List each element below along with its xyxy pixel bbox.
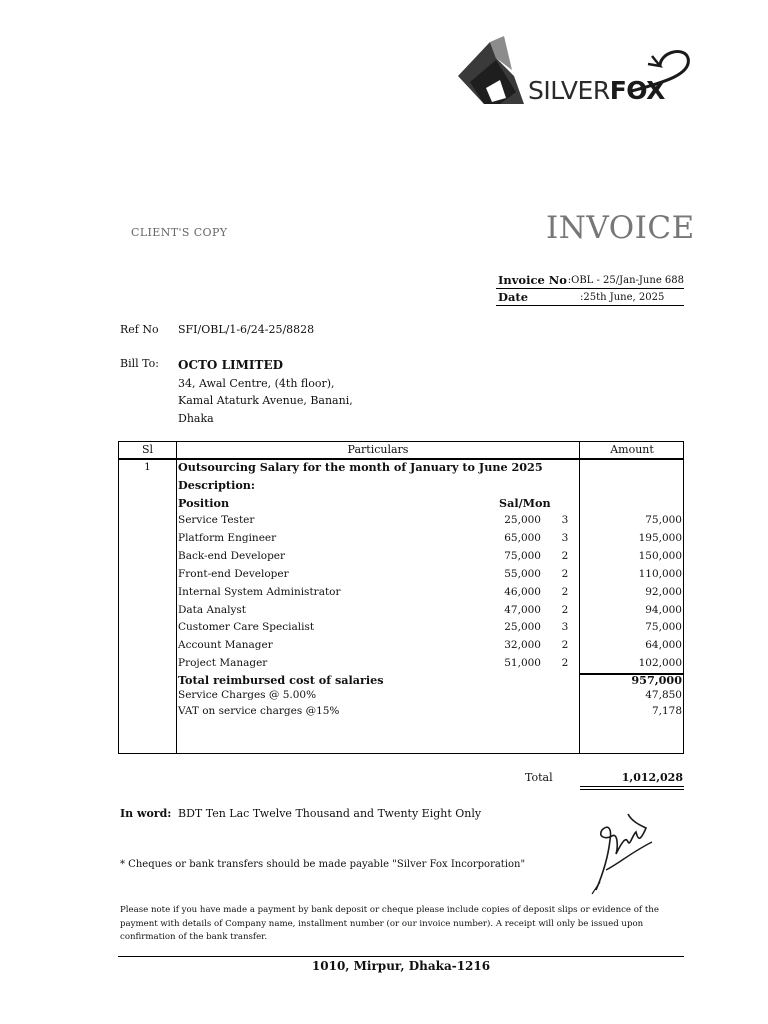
grand-total-value: 1,012,028 [621, 771, 683, 784]
invoice-date-row [496, 289, 684, 306]
payment-instructions: Please note if you have made a payment by bank deposit or cheque please include copies of deposit slips or evidence of the payment with details of Company name, installment number (or our invoice number). A receipt will only be issued upon confirmation of the bank transfer. [120, 905, 659, 942]
item-position: Internal System Administrator [178, 585, 341, 598]
footer-address: 1010, Mirpur, Dhaka-1216 [311, 959, 491, 973]
item-amount: 75,000 [645, 514, 682, 526]
item-amount: 64,000 [645, 639, 682, 652]
item-amount: 195,000 [638, 531, 682, 544]
salary-per-month-label: Sal/Mon [499, 496, 551, 510]
item-amount: 150,000 [638, 549, 682, 562]
item-position: Platform Engineer [178, 531, 277, 544]
item-quantity: 3 [561, 621, 569, 634]
item-salary: 55,000 [504, 567, 541, 580]
footer-divider [118, 956, 684, 957]
invoice-table [118, 441, 684, 754]
item-position: Service Tester [178, 514, 255, 526]
in-word-value: BDT Ten Lac Twelve Thousand and Twenty Eight Only [178, 807, 482, 820]
item-quantity: 2 [561, 603, 569, 616]
header-sl: Sl [141, 443, 154, 456]
position-column-label: Position [178, 496, 230, 510]
reference-number [120, 323, 314, 336]
vat-label: VAT on service charges @15% [178, 705, 340, 717]
vat-value: 7,178 [651, 705, 682, 717]
clients-copy-label: CLIENT'S COPY [131, 226, 228, 239]
bill-to [120, 357, 353, 427]
row-serial: 1 [144, 461, 151, 473]
item-quantity: 2 [561, 585, 569, 598]
logo-wordmark: SILVERFOX [528, 76, 665, 105]
client-address-line: Kamal Ataturk Avenue, Banani, [178, 394, 353, 407]
item-salary: 51,000 [504, 657, 541, 670]
service-charges-value: 47,850 [645, 689, 682, 701]
total-underline [580, 786, 684, 787]
invoice-meta [496, 272, 684, 306]
item-position: Account Manager [178, 639, 273, 652]
item-salary: 46,000 [504, 585, 541, 598]
item-amount: 75,000 [645, 621, 682, 634]
item-position: Front-end Developer [178, 567, 289, 580]
in-word-label: In word: [120, 807, 172, 820]
item-quantity: 3 [561, 531, 569, 544]
item-position: Back-end Developer [178, 549, 286, 562]
description-label: Description: [178, 478, 256, 492]
handwritten-signature [588, 806, 658, 896]
header-particulars: Particulars [347, 443, 409, 456]
item-quantity: 2 [561, 657, 569, 670]
invoice-number-label: Invoice No [498, 273, 567, 287]
bill-to-label: Bill To: [120, 357, 159, 370]
item-position: Customer Care Specialist [178, 621, 315, 634]
item-quantity: 2 [561, 567, 569, 580]
invoice-title: INVOICE [546, 210, 695, 246]
invoice-number-value: :OBL - 25/Jan-June 688 [567, 274, 684, 286]
service-charges-label: Service Charges @ 5.00% [178, 689, 317, 701]
item-quantity: 3 [561, 514, 569, 526]
ref-label: Ref No [120, 323, 159, 336]
item-salary: 25,000 [504, 514, 541, 526]
total-reimbursed-label: Total reimbursed cost of salaries [178, 673, 384, 687]
client-address-line: Dhaka [178, 411, 214, 425]
total-underline [580, 789, 684, 790]
item-quantity: 2 [561, 549, 569, 562]
line-item-heading: Outsourcing Salary for the month of January to June 2025 [178, 460, 543, 474]
amount-in-words [120, 807, 481, 820]
cheque-payable-note: * Cheques or bank transfers should be made payable "Silver Fox Incorporation" [120, 859, 526, 870]
invoice-date-value: :25th June, 2025 [580, 291, 665, 303]
total-reimbursed-value: 957,000 [631, 673, 682, 687]
invoice-date-label: Date [498, 290, 529, 304]
ref-value: SFI/OBL/1-6/24-25/8828 [178, 323, 315, 336]
item-salary: 65,000 [504, 531, 541, 544]
client-address-line: 34, Awal Centre, (4th floor), [178, 376, 335, 390]
item-quantity: 2 [561, 639, 569, 652]
client-name: OCTO LIMITED [178, 358, 283, 372]
invoice-number-row [496, 272, 684, 289]
item-amount: 92,000 [645, 585, 682, 598]
item-position: Data Analyst [178, 603, 246, 616]
item-amount: 102,000 [638, 657, 682, 670]
item-amount: 110,000 [638, 567, 682, 580]
item-salary: 32,000 [504, 639, 541, 652]
item-salary: 47,000 [504, 603, 541, 616]
item-position: Project Manager [178, 657, 268, 670]
item-amount: 94,000 [645, 603, 682, 616]
item-salary: 25,000 [504, 621, 541, 634]
grand-total-label: Total [525, 771, 553, 784]
item-salary: 75,000 [504, 549, 541, 562]
header-amount: Amount [610, 443, 654, 456]
